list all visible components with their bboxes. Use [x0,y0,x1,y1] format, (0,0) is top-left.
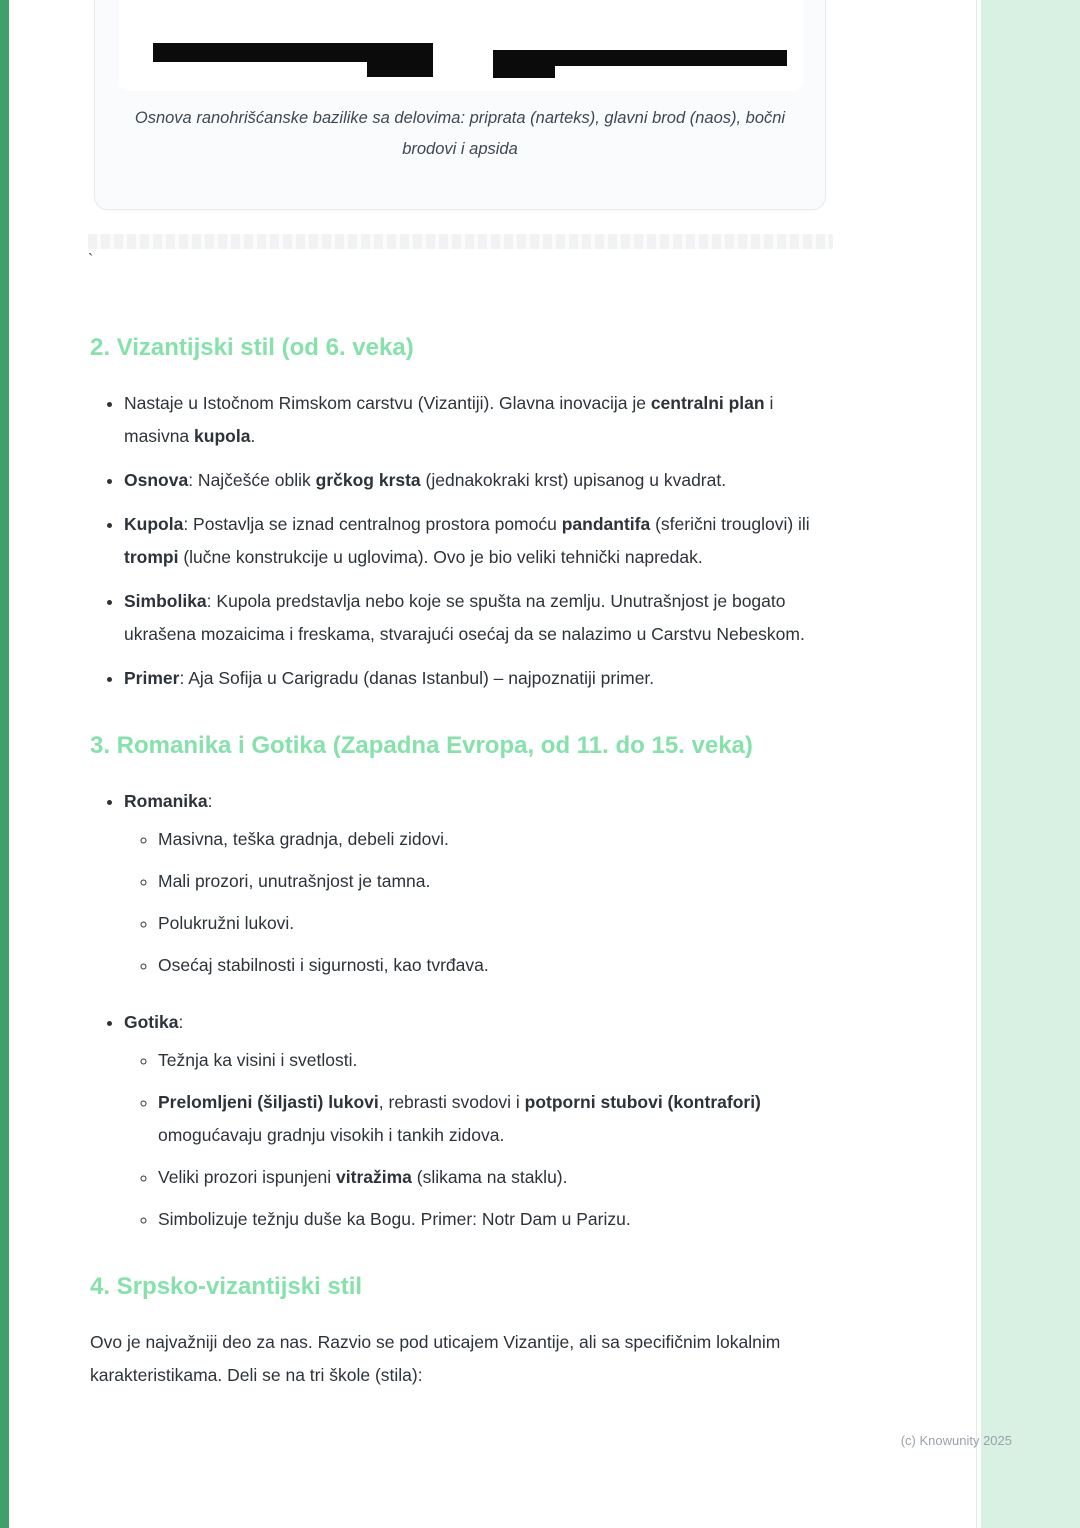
text-run: : Aja Sofija u Carigradu (danas Istanbul) – najpoznatiji primer. [179,668,655,688]
sub-list-item [158,1086,840,1152]
text-run: : Najčešće oblik [188,470,316,490]
bold-text: kupola [194,426,251,446]
text-run: Masivna, teška gradnja, debeli zidovi. [158,829,449,849]
bold-text: centralni plan [650,393,765,413]
text-run: Težnja ka visini i svetlosti. [158,1050,358,1070]
text-run: i masivna [124,393,774,446]
floorplan-shape [493,50,555,78]
text-run: : [207,791,213,811]
text-run: , rebrasti svodovi i [378,1092,525,1112]
faint-watermark-band [88,234,833,249]
sub-bullet-list [124,1044,840,1236]
list-item [124,1006,840,1236]
floorplan-shape [153,43,369,62]
text-run: : [178,1012,184,1032]
bold-text: Osnova [124,470,189,490]
sub-list-item [158,1044,840,1077]
text-run: Ovo je najvažniji deo za nas. Razvio se pod uticajem Vizantije, ali sa specifičnim lokalnim karakteristikama. Deli se na tri škole (stila): [90,1332,781,1385]
sub-bullet-list [124,823,840,982]
list-item [124,464,840,497]
text-run: Veliki prozori ispunjeni [158,1167,337,1187]
bold-text: Romanika [124,791,208,811]
bold-text: pandantifa [561,514,651,534]
bold-text: grčkog krsta [315,470,421,490]
sub-list-item [158,907,840,940]
bold-text: vitražima [336,1167,412,1187]
text-run: (sferični trouglovi) ili [650,514,810,534]
figure-caption: Osnova ranohrišćanske bazilike sa delovima: priprata (narteks), glavni brod (naos), bočni brodovi i apsida [134,109,786,158]
text-run: : Kupola predstavlja nebo koje se spušta na zemlju. Unutrašnjost je bogato ukrašena mozaicima i freskama, stvarajući osećaj da se nalazimo u Carstvu Nebeskom. [124,591,805,644]
right-mint-panel [976,0,1080,1528]
text-run: (slikama na staklu). [411,1167,568,1187]
figure-card [94,0,826,210]
sub-list-item [158,1203,840,1236]
section-heading: 2. Vizantijski stil (od 6. veka) [90,334,414,361]
sub-list-item [158,823,840,856]
sub-list-item [158,865,840,898]
text-run: (jednakokraki krst) upisanog u kvadrat. [420,470,727,490]
bullet-list [90,387,840,695]
bold-text: Primer [124,668,180,688]
text-run: Simbolizuje težnju duše ka Bogu. Primer: Notr Dam u Parizu. [158,1209,631,1229]
text-run: Nastaje u Istočnom Rimskom carstvu (Vizantiji). Glavna inovacija je [124,393,651,413]
left-accent-strip [0,0,9,1528]
bold-text: Kupola [124,514,184,534]
content-blocks [90,326,840,1392]
bold-text: Prelomljeni (šiljasti) lukovi [158,1092,379,1112]
stray-backtick: ` [88,252,94,269]
text-run: Polukružni lukovi. [158,913,295,933]
bold-text: potporni stubovi (kontrafori) [524,1092,761,1112]
floorplan-shape [367,43,433,77]
bold-text: Simbolika [124,591,207,611]
sub-list-item [158,949,840,982]
copyright-watermark: (c) Knowunity 2025 [900,1433,1012,1448]
text-run: . [250,426,256,446]
text-run: Mali prozori, unutrašnjost je tamna. [158,871,431,891]
sub-list-item [158,1161,840,1194]
section-heading: 4. Srpsko-vizantijski stil [90,1273,363,1300]
right-panel-divider [977,0,981,1528]
list-item [124,662,840,695]
bold-text: Gotika [124,1012,179,1032]
list-item [124,508,840,574]
text-run: omogućavaju gradnju visokih i tankih zidova. [158,1125,505,1145]
section-heading: 3. Romanika i Gotika (Zapadna Evropa, od 11. do 15. veka) [90,732,753,759]
text-run: Osećaj stabilnosti i sigurnosti, kao tvrđava. [158,955,489,975]
list-item [124,785,840,982]
text-run: (lučne konstrukcije u uglovima). Ovo je bio veliki tehnički napredak. [178,547,703,567]
text-run: : Postavlja se iznad centralnog prostora pomoću [183,514,562,534]
bullet-list [90,785,840,1236]
bold-text: trompi [124,547,179,567]
basilica-floorplan-image [119,0,803,91]
list-item [124,387,840,453]
list-item [124,585,840,651]
paragraph [90,1326,840,1392]
